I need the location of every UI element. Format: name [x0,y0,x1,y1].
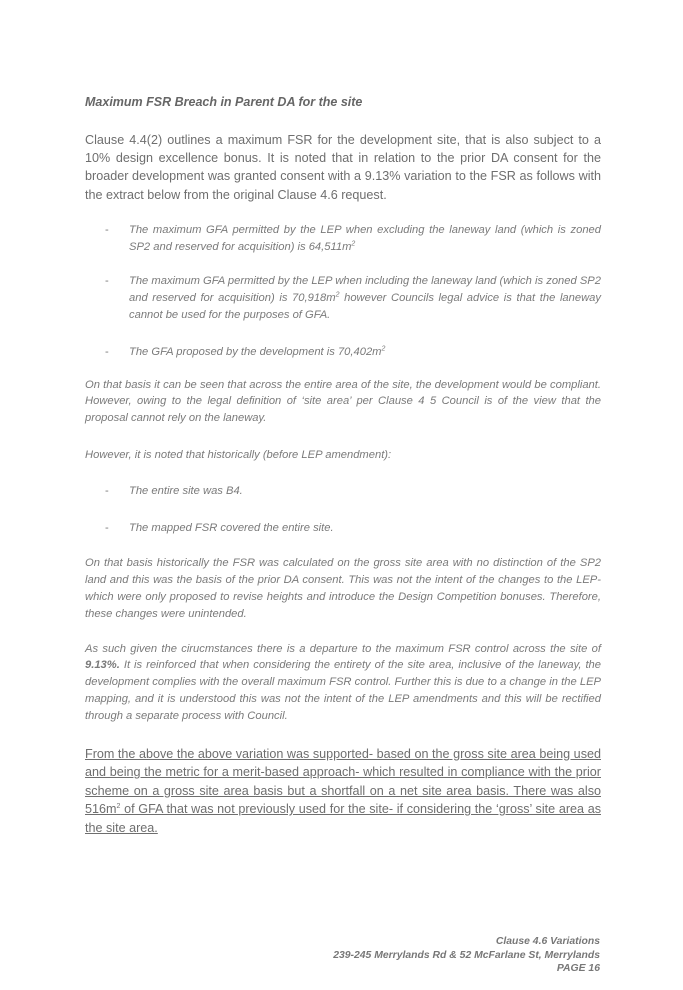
basis-paragraph: On that basis it can be seen that across the entire area of the site, the development would be compliant. However, owing to the legal definition of ‘site area’ per Clause 4 5 Council is of the view that the proposal cannot rely on the laneway. [85,378,601,425]
bullet-dash: - [105,223,109,236]
gfa-bullet-list [85,222,601,361]
page-content [85,94,601,838]
page-footer [333,935,600,976]
intro-paragraph: Clause 4.4(2) outlines a maximum FSR for the development site, that is also subject to a 10% design excellence bonus. It is noted that in relation to the prior DA consent for the broader development was granted consent with a 9.13% variation to the FSR as follows with the extract below from the original Clause 4.6 request. [85,133,601,202]
footer-address: 239-245 Merrylands Rd & 52 McFarlane St, Merrylands [333,949,600,961]
list-item: - The maximum GFA permitted by the LEP when excluding the laneway land (which is zoned SP2 and reserved for acquisition) is $64,511m^2$ [105,223,601,253]
bullet-dash: - [105,521,109,534]
page-number: PAGE 16 [556,963,600,974]
conclusion-paragraph: From the above the above variation was supported- based on the gross site area being used and being the metric for a merit-based approach- which resulted in compliance with the prior scheme on a gross site area basis but a shortfall on a net site area basis. There was also $516m^2$ of GFA that was not previously used for the site- if considering the ‘gross’ site area as the site area. [85,746,601,835]
bullet-dash: - [105,345,109,358]
historical-basis-paragraph: On that basis historically the FSR was calculated on the gross site area with no distinction of the SP2 land and this was the basis of the prior DA consent. This was not the intent of the changes to the LEP- which were only proposed to revise heights and introduce the Design Competition bonuses. Therefore, these changes were unintended. [85,557,601,620]
departure-paragraph: As such given the cirucmstances there is a departure to the maximum FSR control across the site of 9.13%. It is reinforced that when considering the entirety of the site area, inclusive of the laneway, the development complies with the overall maximum FSR control. Further this is due to a change in the LEP mapping, and it is understood this was not the intent of the LEP amendments and this will be rectified through a separate process with Council. [85,642,601,722]
bullet-dash: - [105,275,109,288]
historical-intro-paragraph: However, it is noted that historically (before LEP amendment): [85,448,392,461]
list-item: - The GFA proposed by the development is $70,402m^2$ [85,344,601,361]
bullet-dash: - [105,484,109,497]
historical-bullet-list [85,483,601,537]
list-item: - The mapped FSR covered the entire site. [85,520,601,537]
list-item: - The entire site was B4. [85,483,601,500]
list-item: - The maximum GFA permitted by the LEP when including the laneway land (which is zoned SP2 and reserved for acquisition) is $70,918m^2$ however Councils legal advice is that the laneway cannot be used for the purposes of GFA. [105,275,601,321]
section-heading: Maximum FSR Breach in Parent DA for the site [85,95,363,109]
variation-percentage: 9.13%. [85,659,120,672]
footer-document-title: Clause 4.6 Variations [495,936,600,947]
